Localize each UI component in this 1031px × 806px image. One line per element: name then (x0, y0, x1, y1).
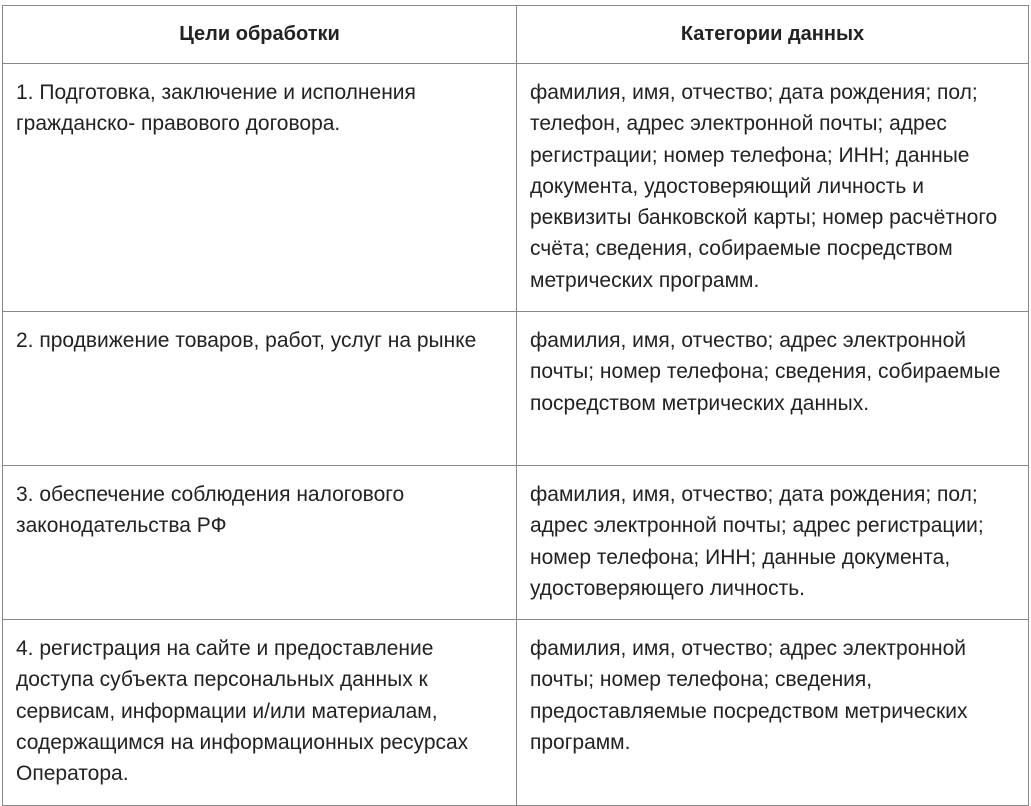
categories-cell: фамилия, имя, отчество; адрес электронной почты; номер телефона; сведения, предоставляемые посредством метрических программ. (517, 620, 1029, 806)
table-header-row (3, 6, 1029, 64)
categories-cell: фамилия, имя, отчество; дата рождения; пол; телефон, адрес электронной почты; адрес регистрации; номер телефона; ИНН; данные документа, удостоверяющий личность и реквизиты банковской карты; номер расчётного счёта; сведения, собираемые посредством метрических программ. (517, 64, 1029, 312)
table-row (3, 620, 1029, 806)
purpose-cell: 1. Подготовка, заключение и исполнения гражданско- правового договора. (3, 64, 517, 312)
table-row (3, 312, 1029, 466)
header-purpose: Цели обработки (3, 6, 517, 64)
purpose-cell: 2. продвижение товаров, работ, услуг на рынке (3, 312, 517, 466)
header-data-categories: Категории данных (517, 6, 1029, 64)
categories-cell: фамилия, имя, отчество; дата рождения; пол; адрес электронной почты; адрес регистрации; номер телефона; ИНН; данные документа, удостоверяющего личность. (517, 466, 1029, 620)
purpose-cell: 3. обеспечение соблюдения налогового законодательства РФ (3, 466, 517, 620)
categories-cell: фамилия, имя, отчество; адрес электронной почты; номер телефона; сведения, собираемые посредством метрических данных. (517, 312, 1029, 466)
purpose-cell: 4. регистрация на сайте и предоставление доступа субъекта персональных данных к сервисам, информации и/или материалам, содержащимся на информационных ресурсах Оператора. (3, 620, 517, 806)
table-row (3, 466, 1029, 620)
processing-purposes-table (2, 5, 1029, 806)
table-row (3, 64, 1029, 312)
